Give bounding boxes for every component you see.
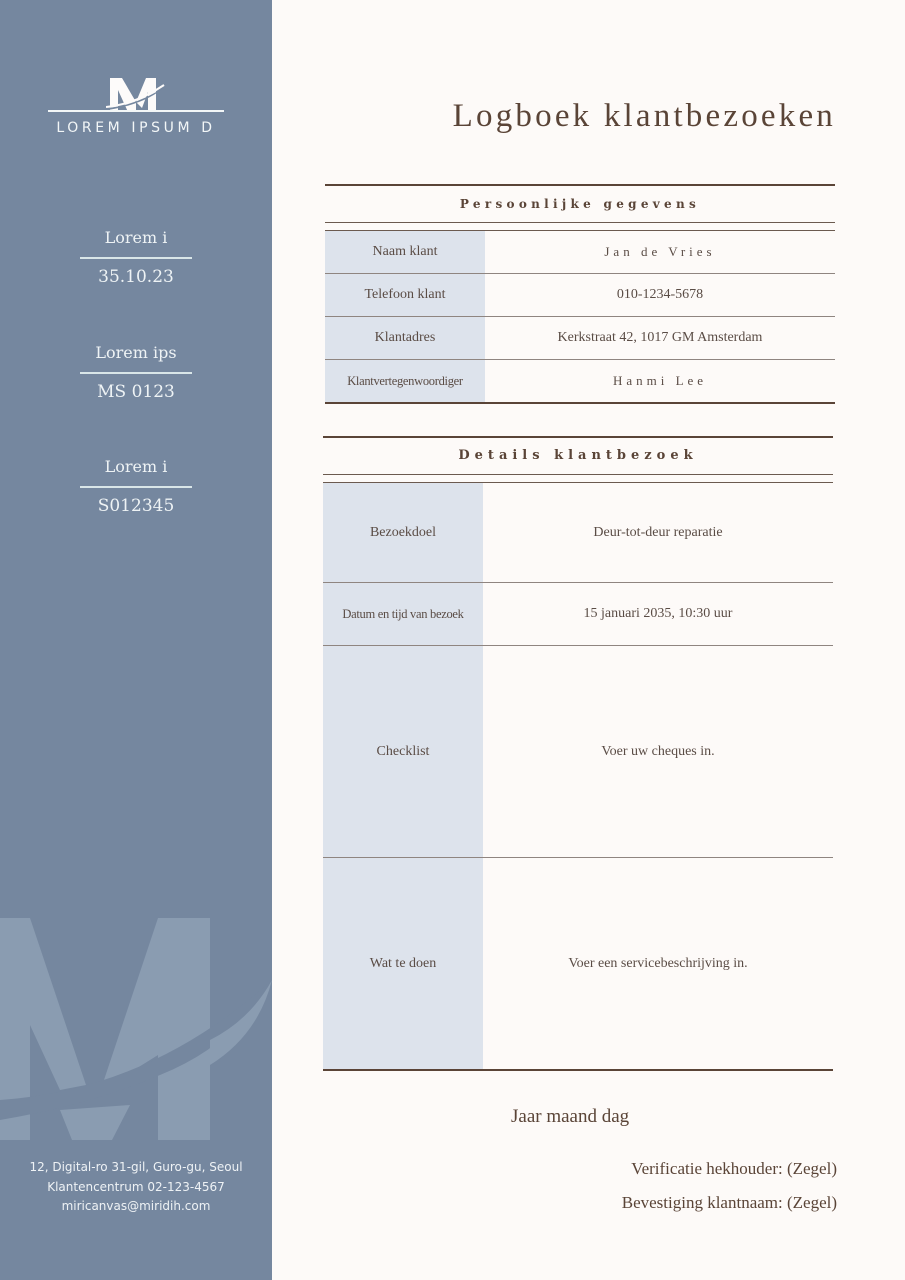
table-row: [323, 645, 833, 857]
sidebar-field-3: [80, 454, 192, 518]
row-value: Jan de Vries: [604, 244, 716, 259]
row-label: Datum en tijd van bezoek: [323, 583, 483, 645]
logo-divider: [48, 110, 224, 112]
row-label: Naam klant: [325, 231, 485, 273]
row-label: Wat te doen: [323, 858, 483, 1069]
page-title: Logboek klantbezoeken: [452, 98, 836, 134]
contact-info: [0, 1158, 272, 1217]
table-row: [323, 582, 833, 645]
logo-text: LOREM IPSUM D: [56, 120, 216, 136]
table-row: [323, 482, 833, 582]
table-row: [325, 230, 835, 273]
row-label: Klantadres: [325, 317, 485, 359]
sidebar-field-value: MS 0123: [97, 382, 175, 402]
divider: [325, 402, 835, 404]
table-row: [325, 273, 835, 316]
sidebar-field-label: Lorem i: [104, 457, 168, 476]
confirmation-seal: Bevestiging klantnaam: (Zegel): [621, 1193, 837, 1212]
contact-address: 12, Digital-ro 31-gil, Guro-gu, Seoul: [29, 1160, 243, 1174]
verification-seal: Verificatie hekhouder: (Zegel): [631, 1159, 837, 1178]
divider: [323, 1069, 833, 1071]
row-label: Telefoon klant: [325, 274, 485, 316]
visit-details-section: [323, 436, 833, 1071]
row-value: Deur-tot-deur reparatie: [593, 524, 723, 540]
personal-info-section: [325, 184, 835, 404]
row-value: 15 januari 2035, 10:30 uur: [583, 606, 733, 621]
table-row: [325, 359, 835, 402]
divider: [80, 372, 192, 374]
divider: [80, 486, 192, 488]
row-value: 010-1234-5678: [616, 287, 704, 302]
sidebar: [0, 0, 272, 1280]
contact-email: miricanvas@miridih.com: [61, 1199, 211, 1213]
row-value: Hanmi Lee: [612, 373, 708, 388]
row-label: Bezoekdoel: [323, 483, 483, 582]
table-row: [323, 857, 833, 1069]
divider: [80, 257, 192, 259]
m-watermark-icon: [0, 915, 272, 1145]
sidebar-field-value: S012345: [97, 496, 175, 516]
contact-phone: Klantencentrum 02-123-4567: [47, 1179, 225, 1194]
row-value: Voer uw cheques in.: [601, 743, 715, 759]
row-value: Kerkstraat 42, 1017 GM Amsterdam: [557, 330, 763, 345]
sidebar-field-label: Lorem i: [104, 228, 168, 247]
footer-date: Jaar maand dag: [511, 1106, 630, 1127]
row-label: Klantvertegenwoordiger: [325, 360, 485, 402]
section-heading: Details klantbezoek: [458, 448, 698, 463]
row-value: Voer een servicebeschrijving in.: [568, 955, 748, 971]
sidebar-field-value: 35.10.23: [98, 267, 174, 287]
section-heading: Persoonlijke gegevens: [459, 197, 701, 211]
sidebar-field-1: [80, 225, 192, 289]
sidebar-field-label: Lorem ips: [95, 343, 177, 362]
row-label: Checklist: [323, 646, 483, 857]
m-logo-icon: [106, 76, 166, 112]
sidebar-field-2: [80, 340, 192, 404]
table-row: [325, 316, 835, 359]
